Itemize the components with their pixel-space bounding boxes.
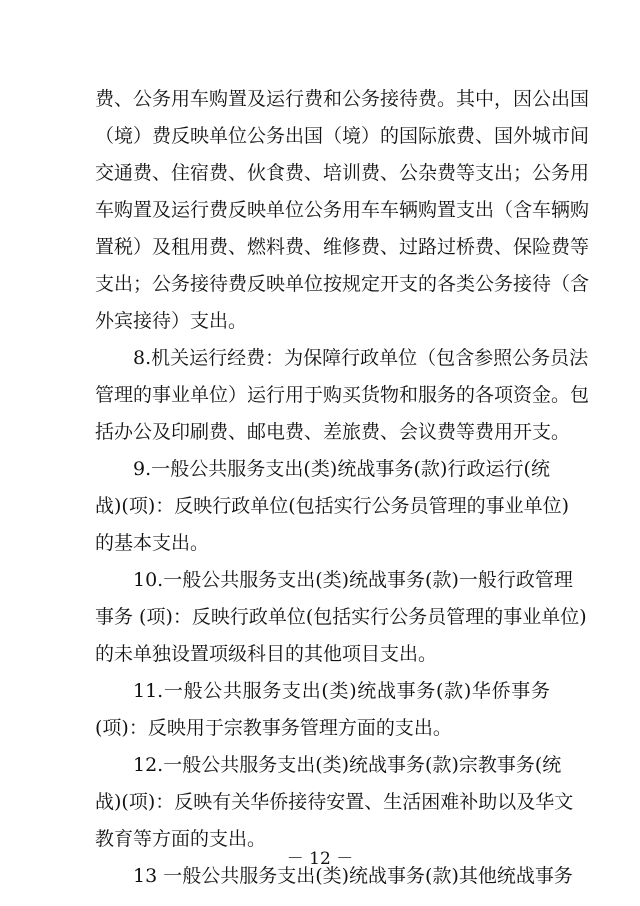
- text-line: 的未单独设置项级科目的其他项目支出。: [95, 643, 438, 665]
- text-line: 管理的事业单位）运行用于购买货物和服务的各项资金。包: [95, 384, 590, 406]
- text-line: 8.机关运行经费：为保障行政单位（包含参照公务员法: [133, 347, 589, 369]
- text-line: 战)(项)：反映行政单位(包括实行公务员管理的事业单位): [95, 495, 570, 517]
- text-line: （境）费反映单位公务出国（境）的国际旅费、国外城市间: [95, 125, 590, 147]
- text-line: 支出；公务接待费反映单位按规定开支的各类公务接待（含: [95, 273, 590, 295]
- text-line: 11.一般公共服务支出(类)统战事务(款)华侨事务: [133, 680, 550, 702]
- text-line: 事务 (项)：反映行政单位(包括实行公务员管理的事业单位): [95, 606, 587, 628]
- text-line: 10.一般公共服务支出(类)统战事务(款)一般行政管理: [133, 569, 573, 591]
- text-line: 车购置及运行费反映单位公务用车车辆购置支出（含车辆购: [95, 199, 590, 221]
- text-line: 13 一般公共服务支出(类)统战事务(款)其他统战事务: [133, 865, 573, 887]
- text-line: 外宾接待）支出。: [95, 310, 248, 332]
- text-line: 12.一般公共服务支出(类)统战事务(款)宗教事务(统: [133, 754, 562, 776]
- text-line: 交通费、住宿费、伙食费、培训费、公杂费等支出；公务用: [95, 162, 590, 184]
- text-line: 战)(项)：反映有关华侨接待安置、生活困难补助以及华文: [95, 791, 574, 813]
- text-line: 括办公及印刷费、邮电费、差旅费、会议费等费用开支。: [95, 421, 571, 443]
- text-line: 的基本支出。: [95, 532, 210, 554]
- text-line: 教育等方面的支出。: [95, 828, 267, 850]
- text-line: (项)：反映用于宗教事务管理方面的支出。: [95, 717, 452, 739]
- page-number: － 12 －: [286, 849, 354, 869]
- text-line: 费、公务用车购置及运行费和公务接待费。其中，因公出国: [95, 88, 590, 110]
- text-line: 9.一般公共服务支出(类)统战事务(款)行政运行(统: [133, 458, 550, 480]
- text-line: 置税）及租用费、燃料费、维修费、过路过桥费、保险费等: [95, 236, 590, 258]
